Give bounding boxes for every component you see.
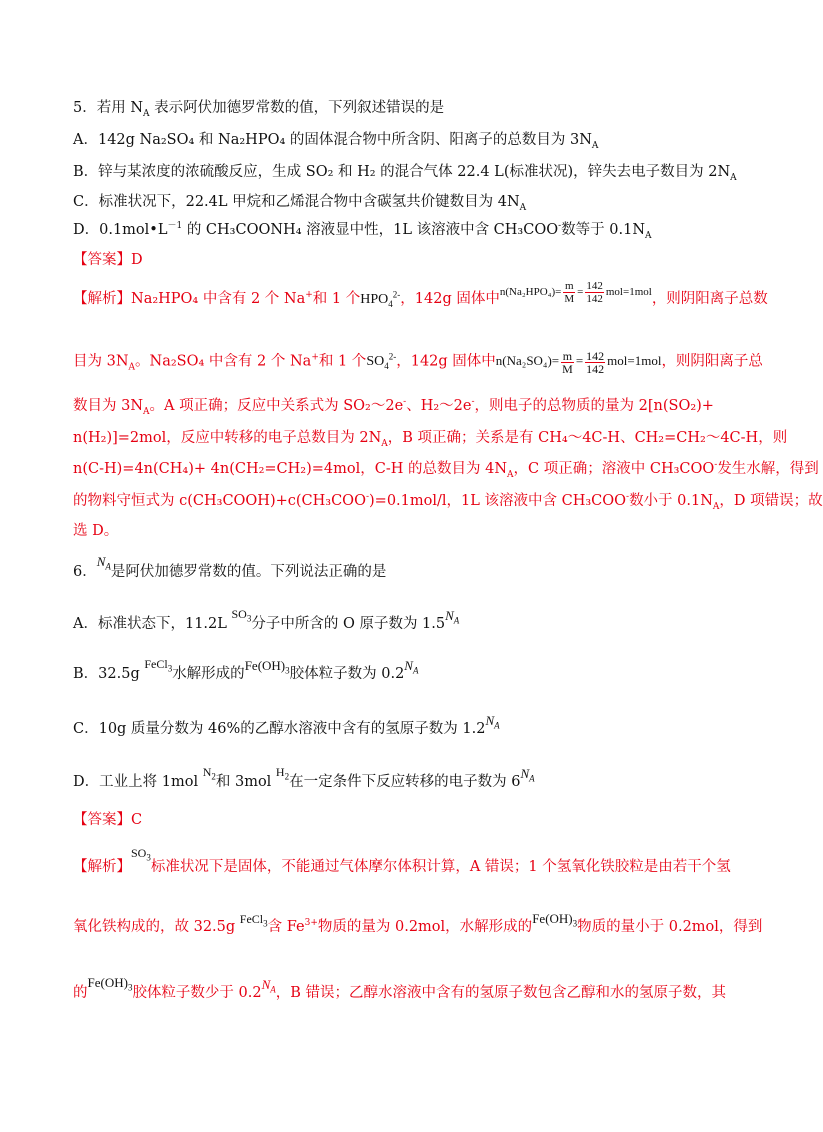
q6-explanation-line-1: 【解析】$^{SO_3}$标准状况下是固体，不能通过气体摩尔体积计算，A 错误；1 个氢氧化铁胶粒是由若干个氢 — [73, 846, 731, 875]
q5-explanation-line-5: n(C-H)=4n(CH₄)+ 4n(CH₂=CH₂)=4mol，C-H 的总数目为 $4N_A$，C 项正确；溶液中 CH₃COO-发生水解，得到 — [73, 460, 819, 480]
q5-option-d: D．$0.1mol•L^{-1}$ 的 CH₃COONH₄ 溶液显中性，1L 该溶液中含 CH₃COO-数等于 $0.1N_A$ — [73, 221, 652, 241]
q5-explanation-line-1: 【解析】Na₂HPO₄ 中含有 2 个 Na+和 1 个$HPO_4^{2-}$，142g 固体中$^{n(Na_2HPO_4)= \frac{m}{M} = \frac{142}{142} mol=1mol}$，则阴阳离子总数 — [73, 280, 768, 309]
q5-explanation-line-3: 数目为 $3N_A$。A 项正确；反应中关系式为 SO₂～2e-、H₂～2e-，则电子的总物质的量为 2[n(SO₂)+ — [73, 397, 714, 417]
q6-explanation-line-3: 的$Fe(OH)_3$胶体粒子数少于 $0.2N_A$，B 错误；乙醇水溶液中含有的氢原子数包含乙醇和水的氢原子数，其 — [73, 975, 727, 1001]
q5-option-b: B．锌与某浓度的浓硫酸反应，生成 SO₂ 和 H₂ 的混合气体 22.4 L(标准状况)，锌失去电子数目为 $2N_A$ — [73, 164, 737, 183]
q5-option-c: C．标准状况下，22.4L 甲烷和乙烯混合物中含碳氢共价键数目为 $4N_A$ — [73, 194, 527, 213]
q5-explanation-line-4: n(H₂)]=2mol，反应中转移的电子总数目为 $2N_A$，B 项正确；关系是有 CH₄～4C-H、CH₂=CH₂～4C-H，则 — [73, 430, 788, 449]
q5-explanation-line-2: 目为 $3N_A$。Na₂SO₄ 中含有 2 个 Na+和 1 个$SO_4^{2-}$，142g 固体中n(Na₂SO₄)= $\frac{m}{M}$ = $\frac{142}{142}$ mol=1mol，则阴阳离子总 — [73, 349, 763, 376]
q6-stem: 6．$N_A$是阿伏加德罗常数的值。下列说法正确的是 — [73, 554, 387, 580]
q5-stem: 5．若用 $N_A$ 表示阿伏加德罗常数的值，下列叙述错误的是 — [73, 100, 445, 119]
q6-option-c: C．10g 质量分数为 46%的乙醇水溶液中含有的氢原子数为 $1.2N_A$ — [73, 713, 500, 737]
q5-answer: 【答案】D — [73, 252, 143, 268]
q6-explanation-line-2: 氧化铁构成的，故 32.5g $^{FeCl_3}$含 $Fe^{3+}$物质的量为 0.2mol，水解形成的$Fe(OH)_3$物质的量小于 0.2mol，得到 — [73, 911, 763, 935]
q6-answer: 【答案】C — [73, 812, 143, 828]
q5-option-a: A．142g Na₂SO₄ 和 Na₂HPO₄ 的固体混合物中所含阴、阳离子的总数目为 $3N_A$ — [73, 132, 599, 151]
q5-explanation-line-6: 的物料守恒式为 c(CH₃COOH)+c(CH₃COO-)=0.1mol/l，1L 该溶液中含 CH₃COO-数小于 $0.1N_A$，D 项错误；故 — [73, 492, 823, 512]
q6-option-a: A．标准状态下，11.2L $^{SO_3}$分子中所含的 O 原子数为 $1.5N_A$ — [73, 607, 460, 632]
q6-option-b: B．32.5g $^{FeCl_3}$水解形成的$Fe(OH)_3$胶体粒子数为 $0.2N_A$ — [73, 657, 419, 682]
q5-explanation-line-7: 选 D。 — [73, 523, 119, 539]
q6-option-d: D．工业上将 1mol $^{N_2}$和 3mol $^{H_2}$在一定条件下反应转移的电子数为 $6N_A$ — [73, 765, 535, 790]
